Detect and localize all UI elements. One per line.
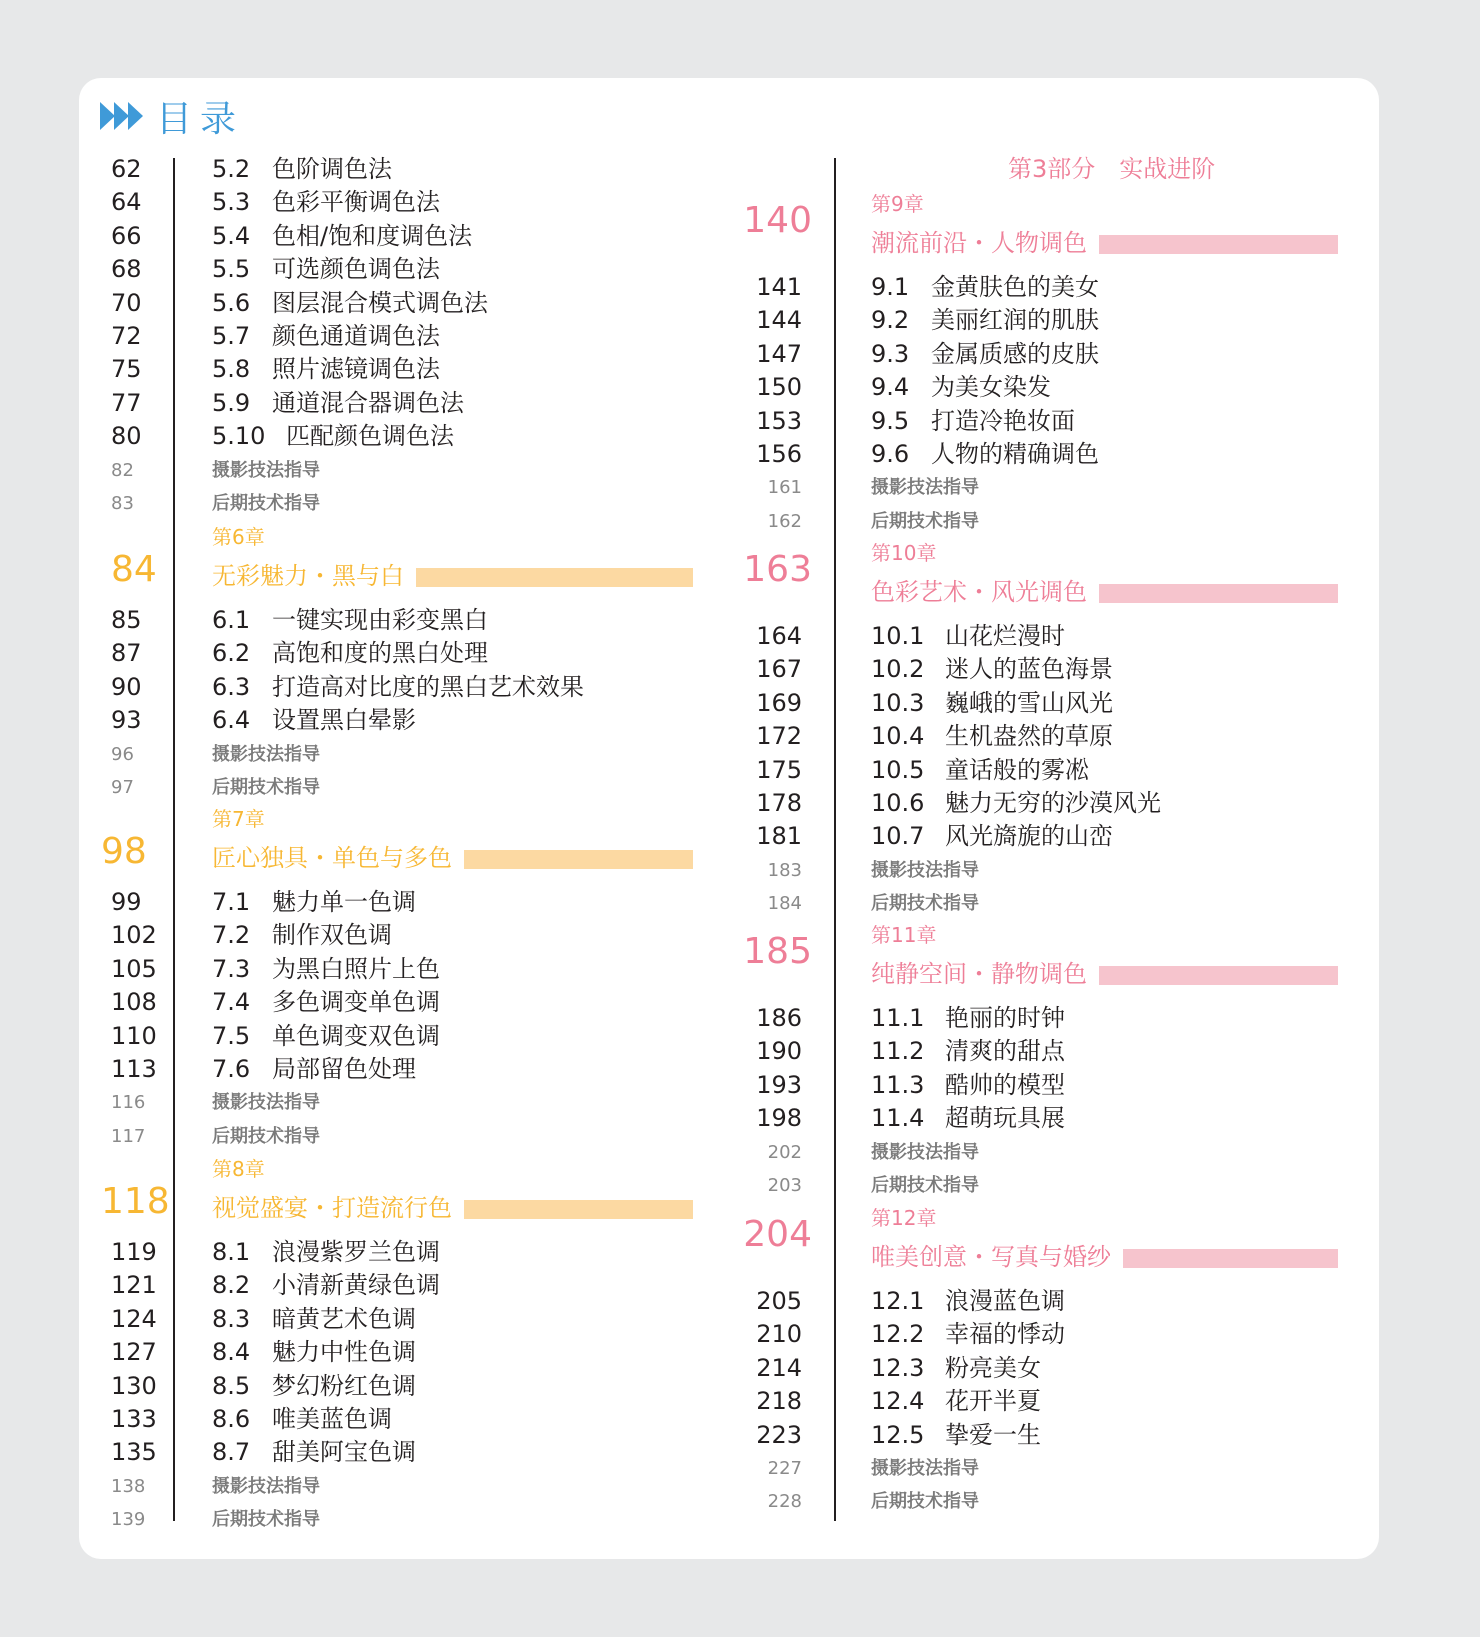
section-number[interactable]: 5.9 (212, 388, 251, 417)
page-number[interactable]: 144 (756, 306, 802, 335)
chapter-label[interactable]: 第9章 (871, 192, 924, 216)
section-title[interactable]: 一键实现由彩变黑白 (272, 606, 488, 634)
chapter-highlight-bar (1099, 235, 1338, 254)
part-title: 第3部分 实战进阶 (1008, 155, 1216, 183)
page-number[interactable]: 121 (111, 1271, 157, 1300)
page-number[interactable]: 181 (756, 822, 802, 851)
guide-title[interactable]: 后期技术指导 (871, 510, 979, 532)
chapter-title[interactable]: 潮流前沿・人物调色 (871, 229, 1087, 257)
page-number[interactable]: 102 (111, 921, 157, 950)
guide-title[interactable]: 后期技术指导 (212, 493, 320, 514)
chapter-start-page[interactable]: 140 (743, 200, 812, 241)
section-title[interactable]: 酷帅的模型 (945, 1070, 1065, 1099)
section-number[interactable]: 10.7 (871, 822, 925, 851)
section-number[interactable]: 8.4 (212, 1338, 251, 1367)
page-number[interactable]: 77 (111, 388, 142, 417)
section-title[interactable]: 高饱和度的黑白处理 (272, 639, 488, 668)
page-number[interactable]: 127 (111, 1338, 157, 1367)
guide-page-number[interactable]: 184 (767, 893, 802, 915)
page-number[interactable]: 210 (756, 1320, 802, 1349)
section-title[interactable]: 花开半夏 (945, 1387, 1041, 1416)
guide-page-number[interactable]: 183 (767, 859, 802, 881)
chapter-title[interactable]: 无彩魅力・黑与白 (212, 562, 404, 590)
page-number[interactable]: 124 (111, 1304, 157, 1333)
guide-page-number[interactable]: 97 (111, 777, 134, 798)
guide-title[interactable]: 后期技术指导 (212, 1125, 320, 1147)
section-title[interactable]: 色相/饱和度调色法 (272, 221, 473, 250)
page-number[interactable]: 113 (111, 1055, 157, 1083)
page-number[interactable]: 110 (111, 1021, 157, 1050)
section-title[interactable]: 魅力单一色调 (272, 888, 416, 916)
guide-title[interactable]: 后期技术指导 (212, 1509, 320, 1531)
page-number[interactable]: 214 (756, 1353, 802, 1382)
section-number[interactable]: 5.5 (212, 255, 251, 284)
page-number[interactable]: 156 (756, 440, 802, 468)
section-title[interactable]: 匹配颜色调色法 (286, 422, 454, 451)
page-number[interactable]: 72 (111, 322, 142, 350)
guide-page-number[interactable]: 228 (767, 1491, 802, 1513)
section-number[interactable]: 9.3 (871, 339, 910, 368)
chapter-title[interactable]: 色彩艺术・风光调色 (871, 578, 1087, 606)
section-number[interactable]: 5.7 (212, 322, 251, 350)
triple-arrow-icon (100, 102, 142, 130)
section-title[interactable]: 艳丽的时钟 (945, 1004, 1065, 1032)
section-number[interactable]: 5.4 (212, 221, 251, 250)
section-title[interactable]: 局部留色处理 (272, 1055, 416, 1083)
chapter-title[interactable]: 唯美创意・写真与婚纱 (871, 1243, 1111, 1271)
section-number[interactable]: 9.6 (871, 440, 910, 468)
page-number[interactable]: 150 (756, 373, 802, 402)
guide-title[interactable]: 摄影技法指导 (212, 743, 320, 765)
chapter-title[interactable]: 纯静空间・静物调色 (871, 960, 1087, 988)
page-number[interactable]: 105 (111, 954, 157, 983)
page-number[interactable]: 64 (111, 188, 142, 217)
section-number[interactable]: 9.1 (871, 273, 910, 301)
section-number[interactable]: 5.3 (212, 188, 251, 217)
chapter-title[interactable]: 匠心独具・单色与多色 (212, 844, 452, 872)
page-number[interactable]: 93 (111, 706, 142, 735)
page-number[interactable]: 186 (756, 1004, 802, 1032)
section-title[interactable]: 照片滤镜调色法 (272, 355, 440, 384)
guide-title[interactable]: 后期技术指导 (871, 1491, 979, 1513)
section-number[interactable]: 8.2 (212, 1271, 251, 1300)
section-title[interactable]: 设置黑白晕影 (272, 706, 416, 735)
page-number[interactable]: 153 (756, 406, 802, 435)
page-number[interactable]: 62 (111, 155, 142, 183)
section-title[interactable]: 人物的精确调色 (931, 440, 1099, 468)
page-number[interactable]: 169 (756, 688, 802, 717)
page-number[interactable]: 175 (756, 755, 802, 784)
section-title[interactable]: 金属质感的皮肤 (931, 339, 1099, 368)
guide-page-number[interactable]: 161 (767, 477, 802, 499)
page-number[interactable]: 205 (756, 1287, 802, 1315)
guide-page-number[interactable]: 227 (767, 1458, 802, 1479)
section-number[interactable]: 10.1 (871, 622, 925, 650)
page-number[interactable]: 66 (111, 221, 142, 250)
section-title[interactable]: 多色调变单色调 (272, 988, 440, 1017)
section-number[interactable]: 7.6 (212, 1055, 251, 1083)
right-column-divider (834, 158, 836, 1521)
section-title[interactable]: 单色调变双色调 (272, 1021, 440, 1050)
section-number[interactable]: 8.7 (212, 1438, 251, 1467)
page-number[interactable]: 68 (111, 255, 142, 284)
section-title[interactable]: 金黄肤色的美女 (931, 273, 1099, 301)
section-number[interactable]: 7.1 (212, 888, 251, 916)
chapter-highlight-bar (1099, 966, 1338, 985)
section-title[interactable]: 巍峨的雪山风光 (945, 688, 1113, 717)
chapter-start-page[interactable]: 118 (101, 1181, 170, 1222)
chapter-highlight-bar (464, 850, 693, 869)
chapter-label[interactable]: 第6章 (212, 525, 265, 549)
guide-title[interactable]: 后期技术指导 (871, 1175, 979, 1196)
section-title[interactable]: 山花烂漫时 (945, 622, 1065, 650)
section-title[interactable]: 可选颜色调色法 (272, 255, 440, 284)
section-number[interactable]: 12.5 (871, 1420, 925, 1449)
page-number[interactable]: 135 (111, 1438, 157, 1467)
chapter-label[interactable]: 第11章 (871, 923, 937, 947)
section-number[interactable]: 12.2 (871, 1320, 925, 1349)
section-number[interactable]: 11.4 (871, 1104, 925, 1133)
guide-page-number[interactable]: 202 (767, 1141, 802, 1163)
page-number[interactable]: 80 (111, 422, 142, 451)
section-number[interactable]: 12.3 (871, 1353, 925, 1382)
section-number[interactable]: 10.5 (871, 755, 925, 784)
section-title[interactable]: 幸福的悸动 (945, 1320, 1065, 1349)
guide-page-number[interactable]: 82 (111, 459, 134, 481)
guide-page-number[interactable]: 138 (111, 1475, 146, 1497)
section-number[interactable]: 8.3 (212, 1304, 251, 1333)
section-number[interactable]: 10.2 (871, 655, 925, 684)
left-column-divider (173, 158, 175, 1521)
page-number[interactable]: 193 (756, 1070, 802, 1099)
section-title[interactable]: 魅力中性色调 (272, 1338, 416, 1367)
section-title[interactable]: 魅力无穷的沙漠风光 (945, 789, 1161, 817)
page-number[interactable]: 133 (111, 1405, 157, 1433)
guide-page-number[interactable]: 162 (767, 510, 802, 532)
chapter-start-page[interactable]: 163 (743, 549, 812, 590)
page-number[interactable]: 130 (111, 1371, 157, 1400)
section-title[interactable]: 小清新黄绿色调 (272, 1271, 440, 1300)
section-title[interactable]: 制作双色调 (272, 921, 392, 950)
section-number[interactable]: 5.6 (212, 288, 251, 317)
page-number[interactable]: 119 (111, 1238, 157, 1266)
section-title[interactable]: 打造冷艳妆面 (931, 406, 1075, 435)
guide-title[interactable]: 摄影技法指导 (212, 1475, 320, 1497)
page-number[interactable]: 141 (756, 273, 802, 301)
chapter-title[interactable]: 视觉盛宴・打造流行色 (212, 1194, 452, 1222)
section-title[interactable]: 迷人的蓝色海景 (945, 655, 1113, 684)
section-number[interactable]: 6.4 (212, 706, 251, 735)
page-number[interactable]: 75 (111, 355, 142, 384)
chapter-highlight-bar (1099, 584, 1338, 603)
guide-page-number[interactable]: 203 (767, 1175, 802, 1196)
section-number[interactable]: 5.10 (212, 422, 266, 451)
page-number[interactable]: 147 (756, 339, 802, 368)
section-title[interactable]: 风光旖旎的山峦 (945, 822, 1113, 851)
section-number[interactable]: 10.6 (871, 789, 925, 817)
section-number[interactable]: 7.3 (212, 954, 251, 983)
section-number[interactable]: 11.1 (871, 1004, 925, 1032)
guide-page-number[interactable]: 139 (111, 1509, 146, 1531)
chapter-start-page[interactable]: 84 (111, 549, 157, 590)
section-title[interactable]: 浪漫蓝色调 (945, 1287, 1065, 1315)
chapter-label[interactable]: 第10章 (871, 541, 937, 565)
section-number[interactable]: 11.2 (871, 1037, 925, 1066)
section-title[interactable]: 美丽红润的肌肤 (931, 306, 1099, 335)
chapter-label[interactable]: 第7章 (212, 807, 265, 831)
section-number[interactable]: 11.3 (871, 1070, 925, 1099)
section-number[interactable]: 6.1 (212, 606, 251, 634)
chapter-label[interactable]: 第8章 (212, 1157, 265, 1181)
guide-page-number[interactable]: 83 (111, 493, 134, 514)
chapter-highlight-bar (1123, 1249, 1338, 1268)
section-title[interactable]: 色阶调色法 (272, 155, 392, 183)
page-title (100, 90, 244, 142)
section-number[interactable]: 10.4 (871, 722, 925, 751)
section-number[interactable]: 12.1 (871, 1287, 925, 1315)
guide-title[interactable]: 摄影技法指导 (871, 859, 979, 881)
section-title[interactable]: 色彩平衡调色法 (272, 188, 440, 217)
chapter-start-page[interactable]: 185 (743, 931, 812, 972)
page-number[interactable]: 70 (111, 288, 142, 317)
section-title[interactable]: 粉亮美女 (945, 1353, 1041, 1382)
guide-title[interactable]: 后期技术指导 (212, 777, 320, 798)
page-number[interactable]: 223 (756, 1420, 802, 1449)
section-title[interactable]: 为美女染发 (931, 373, 1051, 402)
page-number[interactable]: 85 (111, 606, 142, 634)
section-title[interactable]: 浪漫紫罗兰色调 (272, 1238, 440, 1266)
page-number[interactable]: 172 (756, 722, 802, 751)
section-title[interactable]: 打造高对比度的黑白艺术效果 (272, 672, 584, 701)
page-number[interactable]: 90 (111, 672, 142, 701)
guide-page-number[interactable]: 96 (111, 743, 134, 765)
section-title[interactable]: 挚爱一生 (945, 1420, 1041, 1449)
guide-page-number[interactable]: 117 (111, 1125, 146, 1147)
section-number[interactable]: 6.2 (212, 639, 251, 668)
section-number[interactable]: 10.3 (871, 688, 925, 717)
page-number[interactable]: 164 (756, 622, 802, 650)
guide-title[interactable]: 摄影技法指导 (871, 477, 979, 499)
page-number[interactable]: 87 (111, 639, 142, 668)
section-number[interactable]: 7.5 (212, 1021, 251, 1050)
page-number[interactable]: 190 (756, 1037, 802, 1066)
section-number[interactable]: 7.4 (212, 988, 251, 1017)
section-title[interactable]: 童话般的雾凇 (945, 755, 1089, 784)
chapter-highlight-bar (416, 568, 693, 587)
title-text: 目录 (156, 98, 245, 140)
guide-title[interactable]: 摄影技法指导 (871, 1458, 979, 1479)
guide-title[interactable]: 摄影技法指导 (212, 1092, 320, 1114)
section-number[interactable]: 9.2 (871, 306, 910, 335)
section-number[interactable]: 9.5 (871, 406, 910, 435)
guide-title[interactable]: 摄影技法指导 (212, 459, 320, 481)
page-number[interactable]: 99 (111, 888, 142, 916)
page-number[interactable]: 167 (756, 655, 802, 684)
section-title[interactable]: 梦幻粉红色调 (272, 1371, 416, 1400)
section-title[interactable]: 暗黄艺术色调 (272, 1304, 416, 1333)
chapter-start-page[interactable]: 98 (101, 831, 147, 872)
section-number[interactable]: 5.2 (212, 155, 251, 183)
section-title[interactable]: 唯美蓝色调 (272, 1405, 392, 1433)
section-title[interactable]: 清爽的甜点 (945, 1037, 1065, 1066)
section-number[interactable]: 8.1 (212, 1238, 251, 1266)
guide-title[interactable]: 摄影技法指导 (871, 1141, 979, 1163)
section-number[interactable]: 9.4 (871, 373, 910, 402)
section-title[interactable]: 图层混合模式调色法 (272, 288, 488, 317)
section-title[interactable]: 颜色通道调色法 (272, 322, 440, 350)
chapter-start-page[interactable]: 204 (743, 1214, 812, 1255)
chapter-label[interactable]: 第12章 (871, 1206, 937, 1230)
chapter-highlight-bar (464, 1200, 693, 1219)
guide-page-number[interactable]: 116 (111, 1092, 146, 1114)
section-title[interactable]: 为黑白照片上色 (272, 954, 440, 983)
section-number[interactable]: 5.8 (212, 355, 251, 384)
section-title[interactable]: 通道混合器调色法 (272, 388, 464, 417)
section-number[interactable]: 8.6 (212, 1405, 251, 1433)
page-number[interactable]: 178 (756, 789, 802, 817)
guide-title[interactable]: 后期技术指导 (871, 893, 979, 915)
section-title[interactable]: 甜美阿宝色调 (272, 1438, 416, 1467)
section-title[interactable]: 超萌玩具展 (945, 1104, 1065, 1133)
page-number[interactable]: 198 (756, 1104, 802, 1133)
page-number[interactable]: 108 (111, 988, 157, 1017)
section-number[interactable]: 6.3 (212, 672, 251, 701)
section-number[interactable]: 7.2 (212, 921, 251, 950)
section-number[interactable]: 8.5 (212, 1371, 251, 1400)
section-number[interactable]: 12.4 (871, 1387, 925, 1416)
section-title[interactable]: 生机盎然的草原 (945, 722, 1113, 751)
page-number[interactable]: 218 (756, 1387, 802, 1416)
